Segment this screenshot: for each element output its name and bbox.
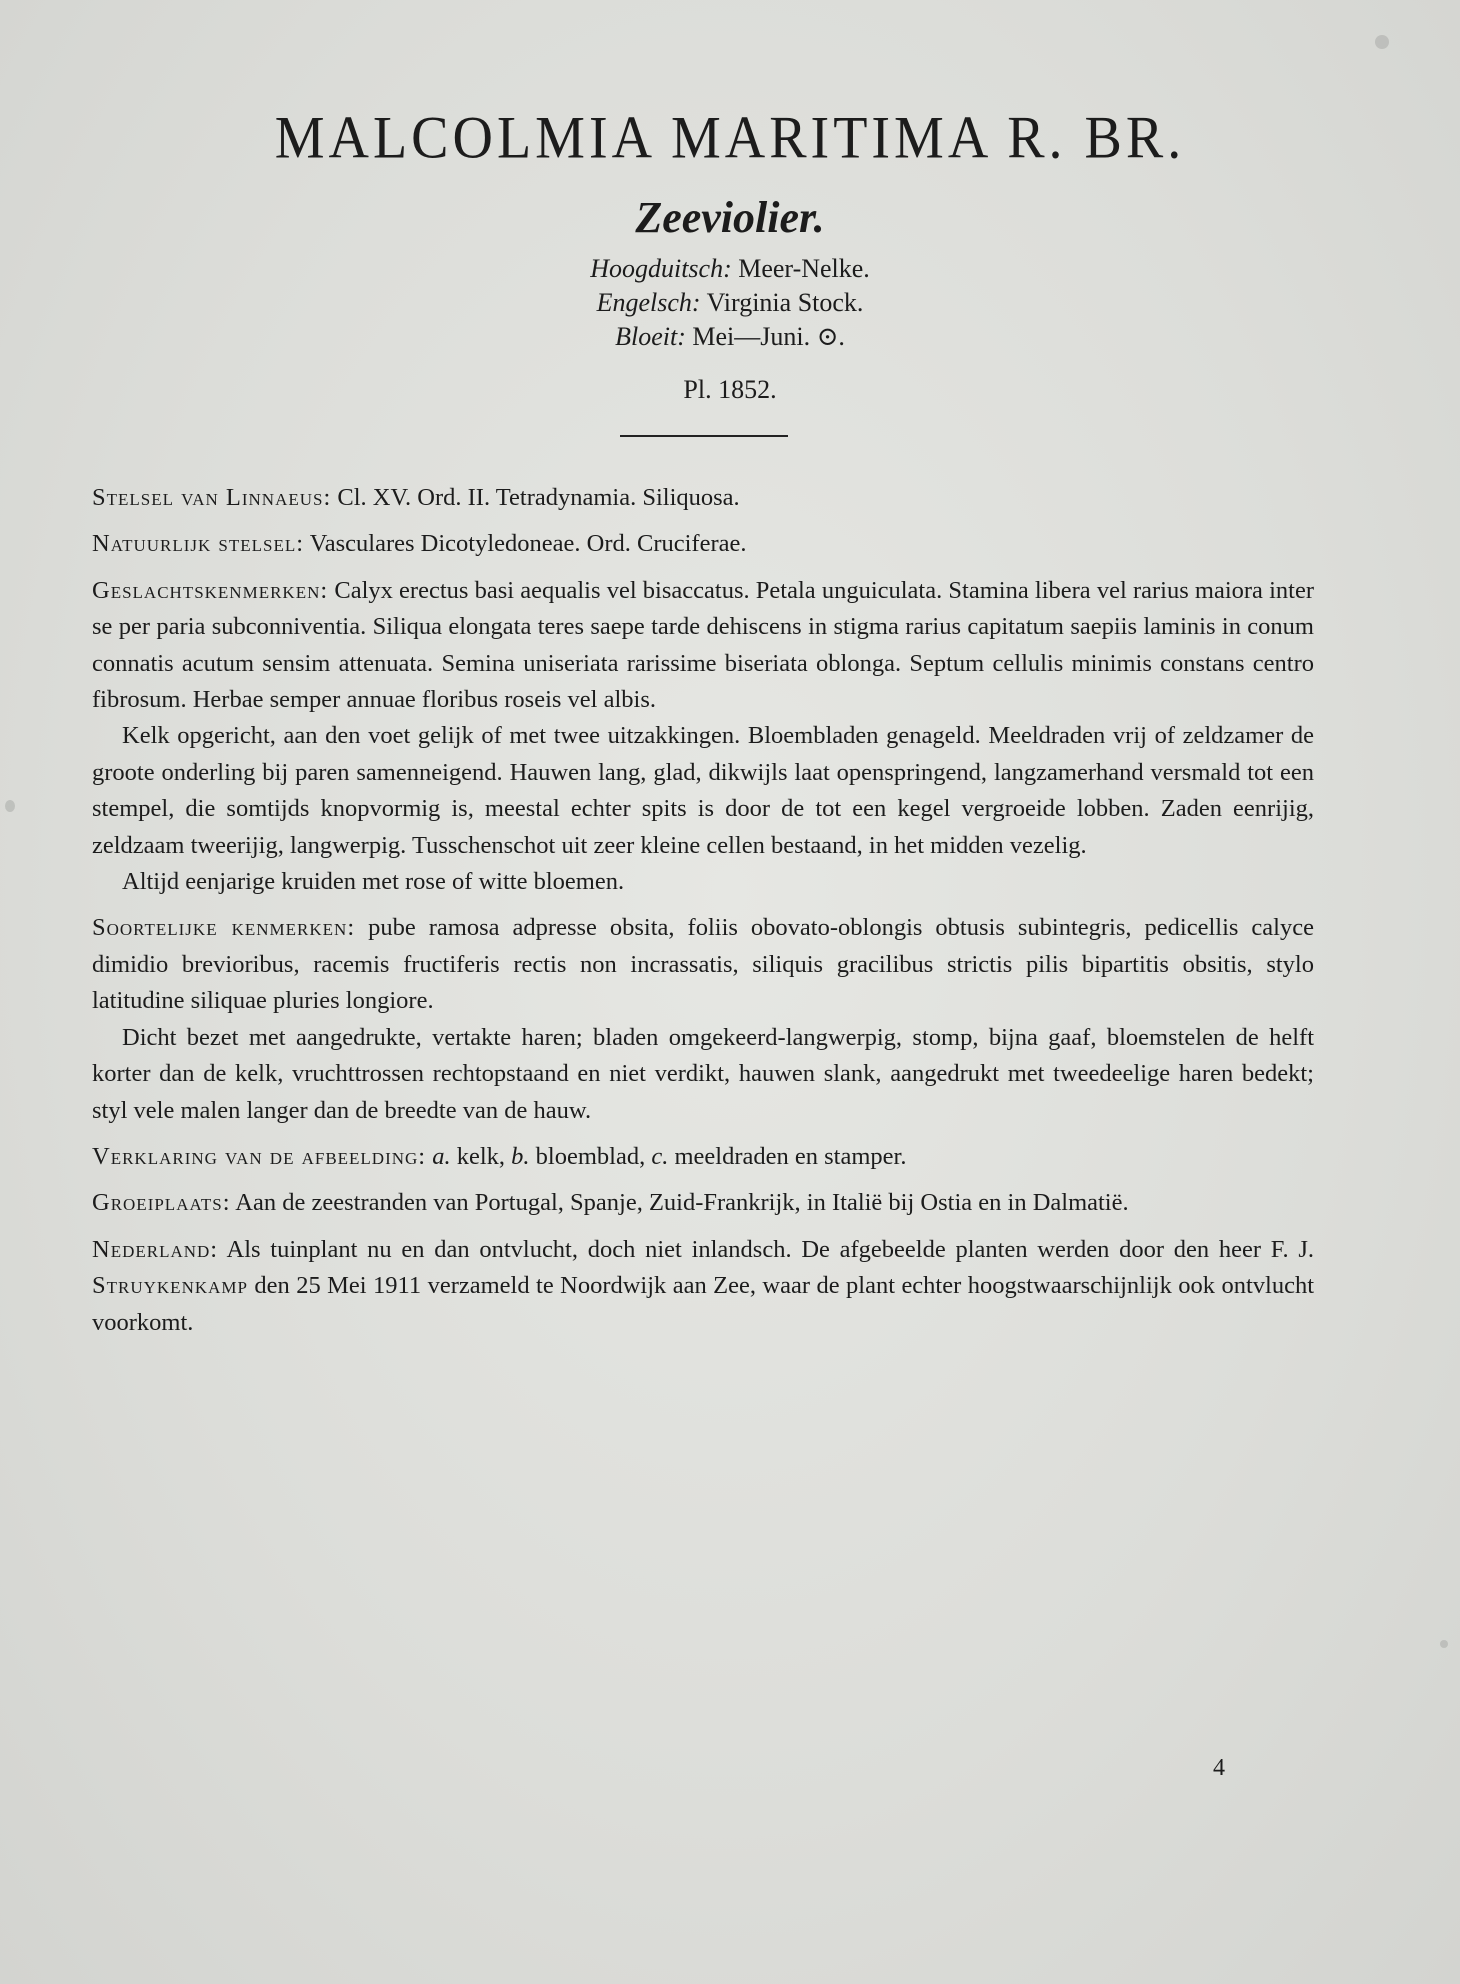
name-line bbox=[0, 252, 1460, 286]
name-value: Mei—Juni. ⊙. bbox=[692, 322, 845, 351]
figure-item: bloemblad, bbox=[535, 1142, 646, 1170]
paper-spot bbox=[5, 800, 15, 812]
page-title: MALCOLMIA MARITIMA R. BR. bbox=[274, 104, 1186, 172]
section-text: den 25 Mei 1911 verzameld te Noordwijk aan Zee, waar de plant echter hoogstwaarschijnlijk ook ontvlucht voorkomt. bbox=[92, 1272, 1315, 1336]
section-label: Natuurlijk stelsel: bbox=[92, 530, 305, 558]
figure-item: meeldraden en stamper. bbox=[674, 1142, 907, 1170]
geslachtskenmerken-dutch-2: Altijd eenjarige kruiden met rose of witte bloemen. bbox=[122, 868, 625, 896]
name-line bbox=[0, 286, 1460, 320]
natuurlijk-stelsel bbox=[92, 526, 1314, 562]
section-label: Verklaring van de afbeelding: bbox=[92, 1142, 427, 1170]
figure-letter: a. bbox=[432, 1142, 451, 1170]
geslachtskenmerken-latin bbox=[92, 573, 1314, 719]
soortelijke-kenmerken-latin bbox=[92, 910, 1314, 1019]
common-name: Zeeviolier. bbox=[635, 193, 825, 242]
nederland bbox=[92, 1232, 1314, 1341]
figure-letter: c. bbox=[651, 1142, 669, 1170]
name-value: Virginia Stock. bbox=[706, 288, 864, 317]
divider-rule bbox=[620, 435, 788, 437]
main-text bbox=[92, 480, 1314, 1341]
collector-name: Struykenkamp bbox=[92, 1272, 248, 1300]
section-text: Als tuinplant nu en dan ontvlucht, doch niet inlandsch. De afgebeelde planten werden door den heer F. J. bbox=[226, 1235, 1314, 1263]
name-label: Hoogduitsch: bbox=[590, 254, 732, 283]
name-line bbox=[0, 320, 1460, 354]
section-label: Geslachtskenmerken: bbox=[92, 576, 329, 604]
section-text: Calyx erectus basi aequalis vel bisaccatus. Petala unguiculata. Stamina libera vel rarius maiora inter se per paria subconniventia. Siliqua elongata teres saepe tarde dehiscens in stigma rarius capitatum saepiis laminis in conum connatis acutum sensim attenuata. Semina uniseriata rarissime biseriata oblonga. Septum cellulis minimis constans centro fibrosum. Herbae semper annuae floribus roseis vel albis. bbox=[92, 576, 1314, 714]
name-value: Meer-Nelke. bbox=[738, 254, 870, 283]
plate-number: Pl. 1852. bbox=[683, 375, 777, 404]
geslachtskenmerken-dutch: Kelk opgericht, aan den voet gelijk of met twee uitzakkingen. Bloembladen genageld. Meeldraden vrij of zeldzamer de groote onderling bij paren samenneigend. Hauwen lang, glad, dikwijls laat openspringend, langzamerhand versmald tot een stempel, die somtijds knopvormig is, meestal echter spits is door de tot een kegel vergroeide lobben. Zaden eenrijig, zeldzaam tweerijig, langwerpig. Tusschenschot uit zeer kleine cellen bestaand, in het midden vezelig. bbox=[92, 722, 1314, 859]
groeiplaats bbox=[92, 1185, 1314, 1221]
name-label: Bloeit: bbox=[615, 322, 686, 351]
figure-letter: b. bbox=[511, 1142, 530, 1170]
page-number: 4 bbox=[1213, 1755, 1225, 1781]
section-text: Vasculares Dicotyledoneae. Ord. Cruciferae. bbox=[309, 530, 747, 558]
section-label: Soortelijke kenmerken: bbox=[92, 914, 356, 942]
section-text: pube ramosa adpresse obsita, foliis obovato-oblongis obtusis subintegris, pedicellis calyce dimidio brevioribus, racemis fructiferis rectis non incrassatis, siliquis gracilibus strictis pilis bipartitis obsitis, stylo latitudine siliquae pluries longiore. bbox=[92, 914, 1314, 1015]
section-label: Nederland: bbox=[92, 1235, 219, 1263]
section-text: Cl. XV. Ord. II. Tetradynamia. Siliquosa. bbox=[337, 484, 740, 511]
paper-spot bbox=[1375, 35, 1389, 49]
name-label: Engelsch: bbox=[596, 288, 701, 317]
stelsel-linnaeus bbox=[92, 480, 1314, 516]
paper-spot bbox=[1440, 1640, 1448, 1648]
verklaring bbox=[92, 1139, 1314, 1175]
soortelijke-kenmerken-dutch: Dicht bezet met aangedrukte, vertakte haren; bladen omgekeerd-langwerpig, stomp, bijna gaaf, bloemstelen de helft korter dan de kelk, vruchttrossen rechtopstaand en niet verdikt, hauwen slank, aangedrukt met tweedeelige haren bedekt; styl vele malen langer dan de breedte van de hauw. bbox=[92, 1023, 1314, 1124]
section-label: Groeiplaats: bbox=[92, 1189, 231, 1217]
section-text: Aan de zeestranden van Portugal, Spanje, Zuid-Frankrijk, in Italië bij Ostia en in Dalmatië. bbox=[235, 1189, 1129, 1217]
figure-item: kelk, bbox=[456, 1142, 506, 1170]
section-label: Stelsel van Linnaeus: bbox=[92, 484, 332, 511]
vernacular-names bbox=[0, 252, 1460, 354]
